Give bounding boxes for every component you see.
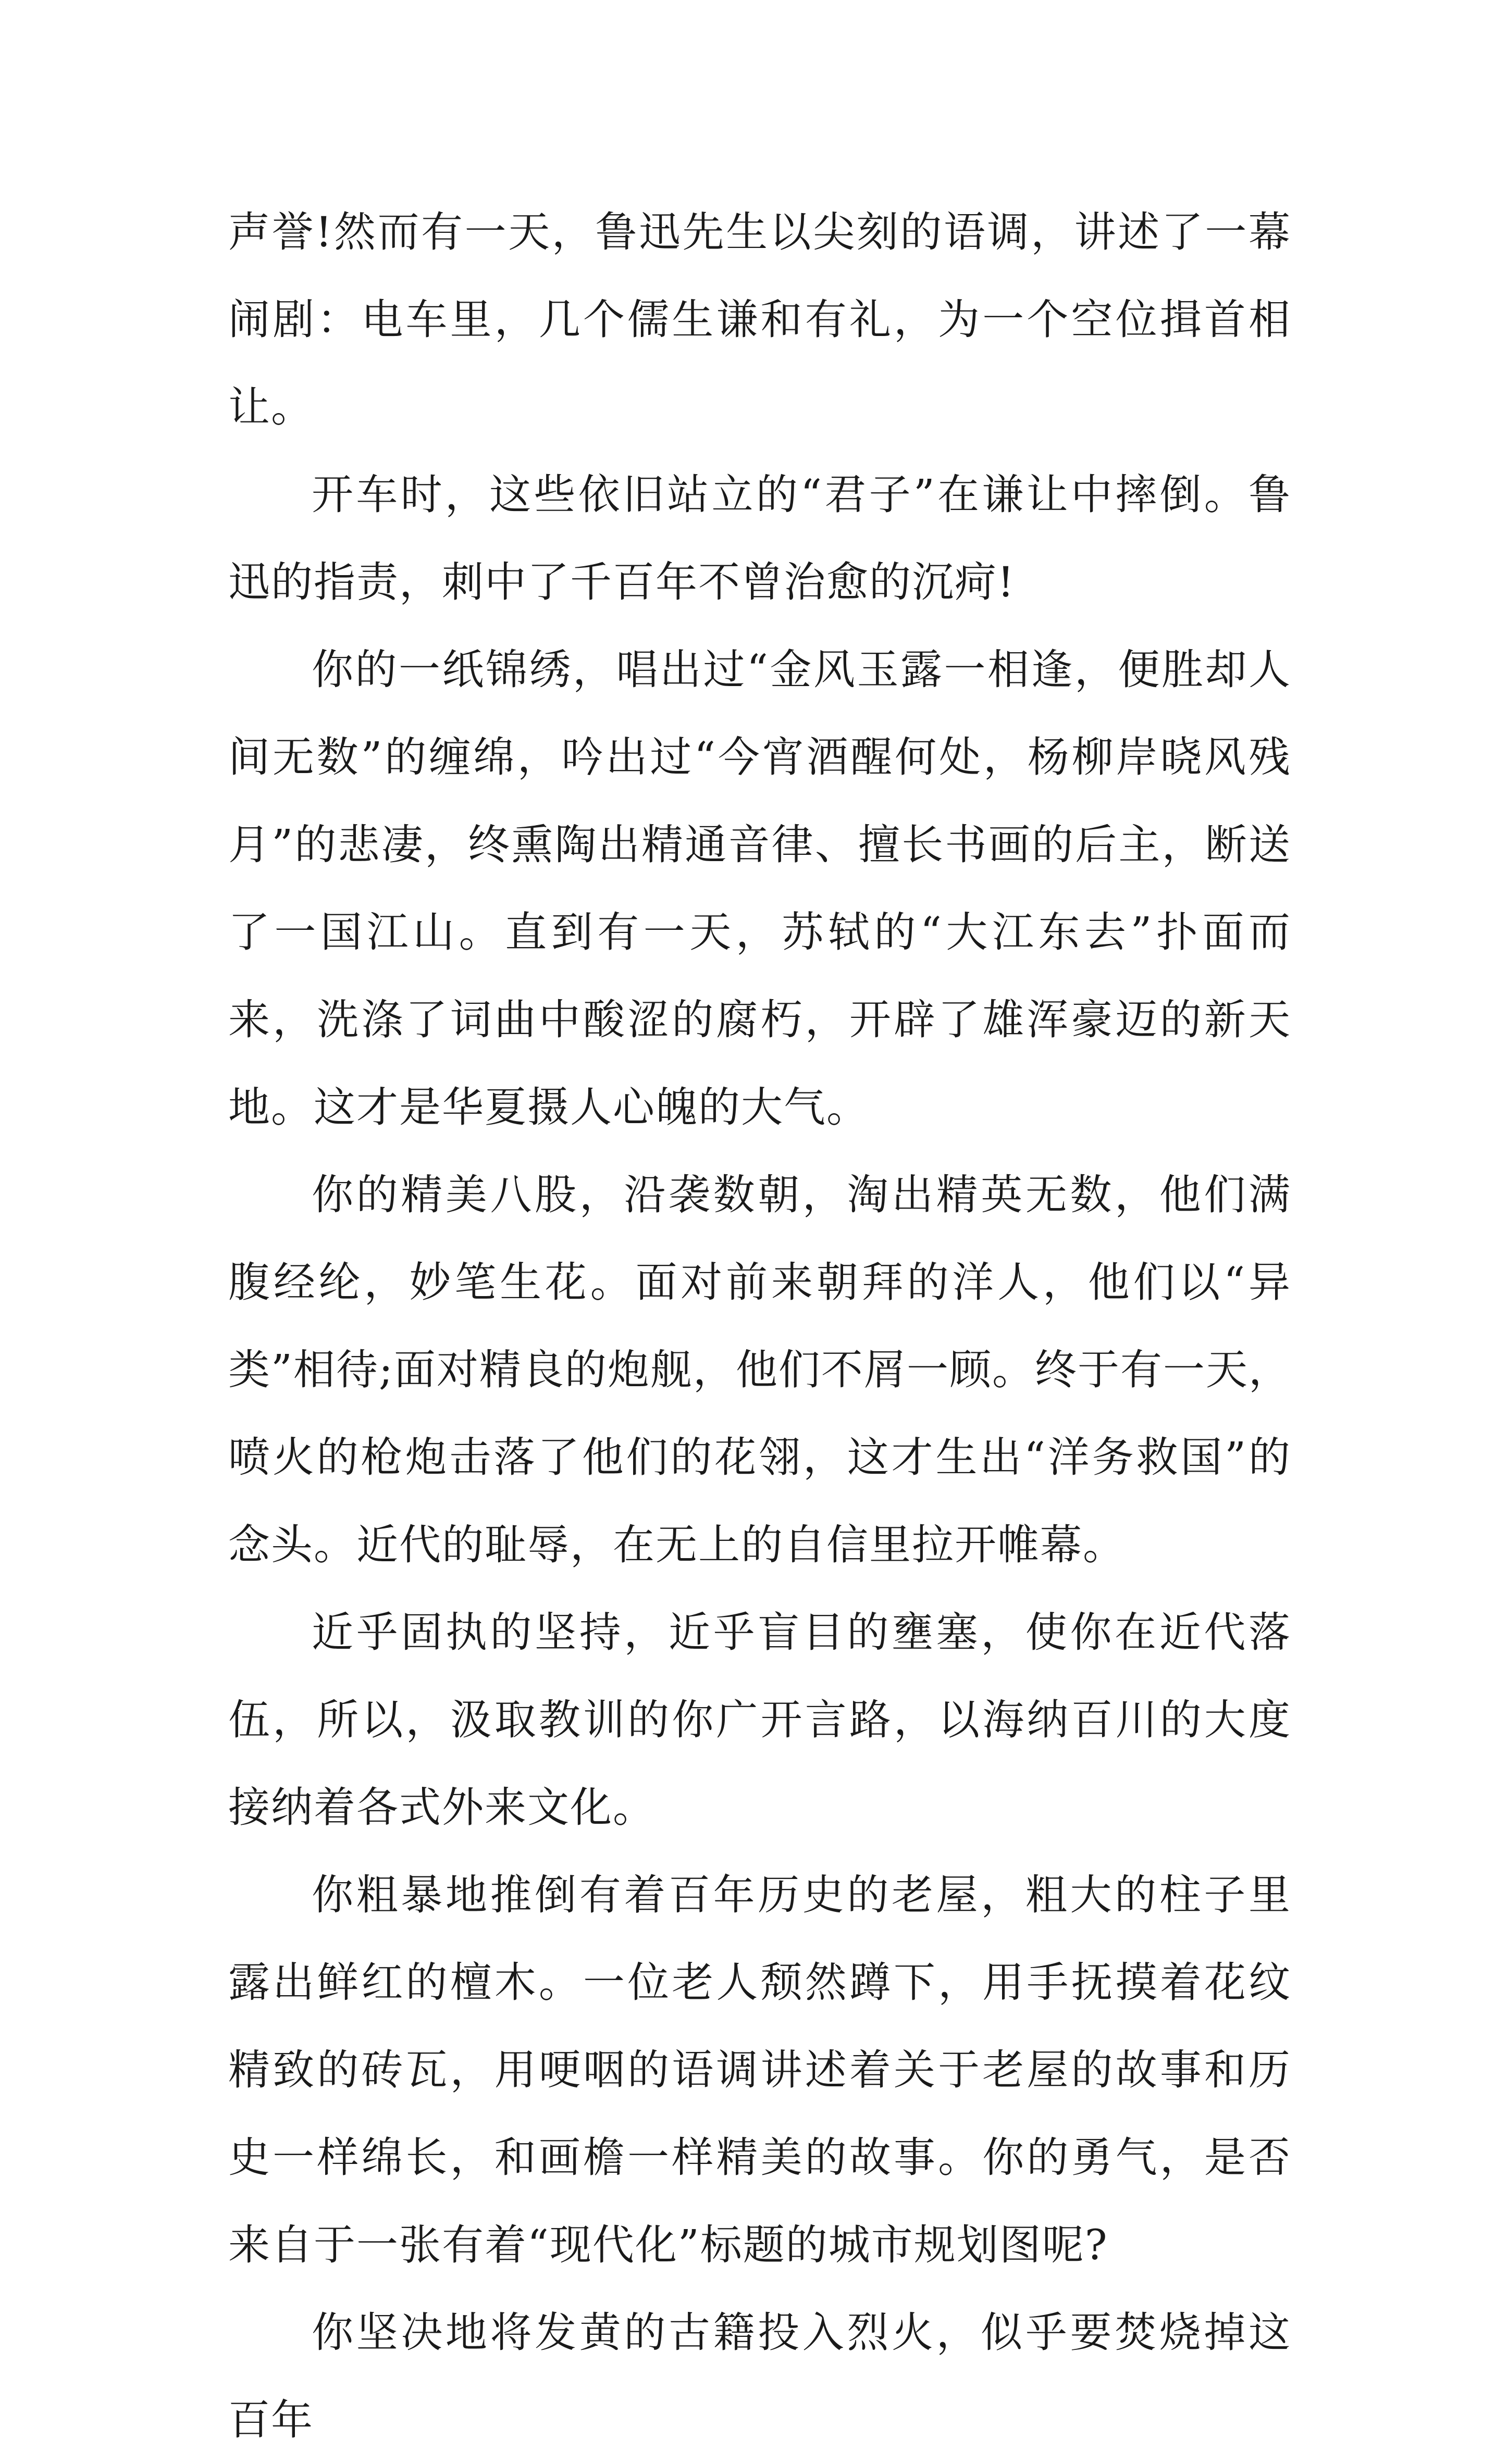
paragraph-7: 你坚决地将发黄的古籍投入烈火，似乎要焚烧掉这百年 (228, 2308, 1291, 2444)
paragraph-1: 声誉!然而有一天，鲁迅先生以尖刻的语调，讲述了一幕闹剧：电车里，几个儒生谦和有礼，为一个空位揖首相让。 (228, 208, 1291, 431)
paragraph-6: 你粗暴地推倒有着百年历史的老屋，粗大的柱子里露出鲜红的檀木。一位老人颓然蹲下，用手抚摸着花纹精致的砖瓦，用哽咽的语调讲述着关于老屋的故事和历史一样绵长，和画檐一样精美的故事。你的勇气，是否来自于一张有着“现代化”标题的城市规划图呢? (228, 1871, 1291, 2269)
paragraph-2: 开车时，这些依旧站立的“君子”在谦让中摔倒。鲁迅的指责，刺中了千百年不曾治愈的沉疴! (228, 470, 1291, 606)
paragraph-4: 你的精美八股，沿袭数朝，淘出精英无数，他们满腹经纶，妙笔生花。面对前来朝拜的洋人，他们以“异类”相待;面对精良的炮舰，他们不屑一顾。终于有一天，喷火的枪炮击落了他们的花翎，这才生出“洋务救国”的念头。近代的耻辱，在无上的自信里拉开帷幕。 (228, 1171, 1291, 1569)
paragraph-3: 你的一纸锦绣，唱出过“金风玉露一相逢，便胜却人间无数”的缠绵，吟出过“今宵酒醒何处，杨柳岸晓风残月”的悲凄，终熏陶出精通音律、擅长书画的后主，断送了一国江山。直到有一天，苏轼的“大江东去”扑面而来，洗涤了词曲中酸涩的腐朽，开辟了雄浑豪迈的新天地。这才是华夏摄人心魄的大气。 (228, 645, 1291, 1131)
paragraph-5: 近乎固执的坚持，近乎盲目的壅塞，使你在近代落伍，所以，汲取教训的你广开言路，以海纳百川的大度接纳着各式外来文化。 (228, 1608, 1291, 1832)
document-body (228, 189, 1291, 2464)
